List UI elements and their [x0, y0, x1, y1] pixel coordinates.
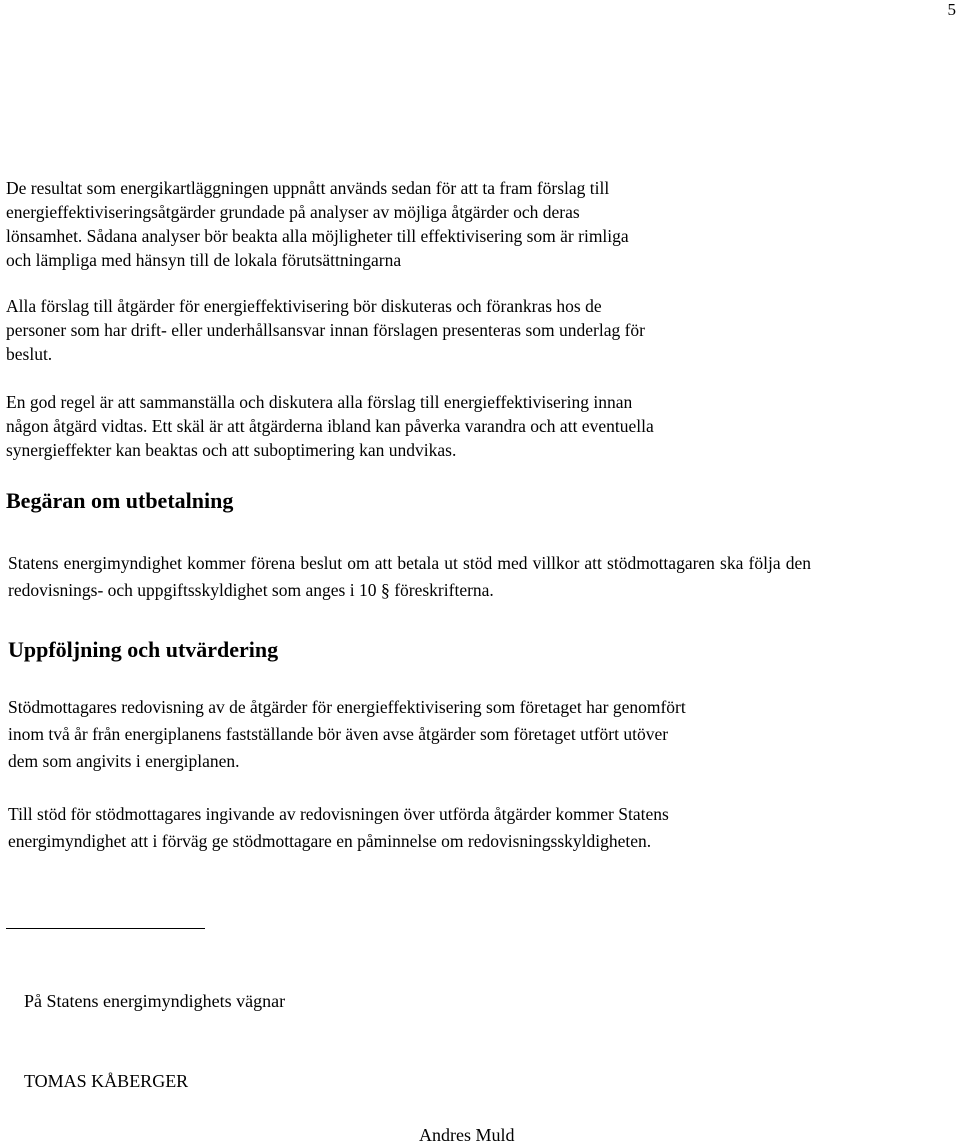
followup-paragraph-1: Stödmottagares redovisning av de åtgärder för energieffektivisering som företaget har genomfört inom två år från energiplanens fastställande bör även avse åtgärder som företaget utfört utöver dem som angivits i energiplanen. — [8, 697, 686, 771]
intro-paragraph: De resultat som energikartläggningen uppnått används sedan för att ta fram förslag till energieffektiviseringsåtgärder grundade på analyser av möjliga åtgärder och deras lönsamhet. Sådana analyser bör beakta alla möjligheter till effektivisering som är rimliga och lämpliga med hänsyn till de lokala förutsättningarna — [6, 178, 629, 270]
good-rule-paragraph: En god regel är att sammanställa och diskutera alla förslag till energieffektivisering innan någon åtgärd vidtas. Ett skäl är att åtgärderna ibland kan påverka varandra och att eventuella synergieffekter kan beaktas och att suboptimering kan undvikas. — [6, 392, 654, 460]
signature-rule — [6, 928, 205, 929]
page-number: 5 — [947, 0, 956, 19]
payment-paragraph — [8, 550, 811, 604]
payment-heading: Begäran om utbetalning — [6, 488, 234, 513]
payment-text-end: föreskrifterna. — [389, 580, 494, 600]
anchoring-paragraph: Alla förslag till åtgärder för energieffektivisering bör diskuteras och förankras hos de personer som har drift- eller underhållsansvar innan förslagen presenteras som underlag för beslut. — [6, 296, 646, 364]
on-behalf-line: På Statens energimyndighets vägnar — [24, 991, 286, 1011]
payment-text-start: Statens energimyndighet kommer förena beslut om att betala ut stöd med villkor att stödmottagaren ska följa den redovisnings- och uppgiftsskyldighet som anges i 10 — [8, 553, 811, 600]
preparer-name: Andres Muld — [419, 1125, 515, 1145]
section-mark: § — [380, 580, 390, 600]
followup-heading: Uppföljning och utvärdering — [8, 637, 279, 662]
signer-name: TOMAS KÅBERGER — [24, 1071, 189, 1091]
followup-paragraph-2: Till stöd för stödmottagares ingivande av redovisningen över utförda åtgärder kommer Statens energimyndighet att i förväg ge stödmottagare en påminnelse om redovisningsskyldigheten. — [8, 804, 669, 851]
